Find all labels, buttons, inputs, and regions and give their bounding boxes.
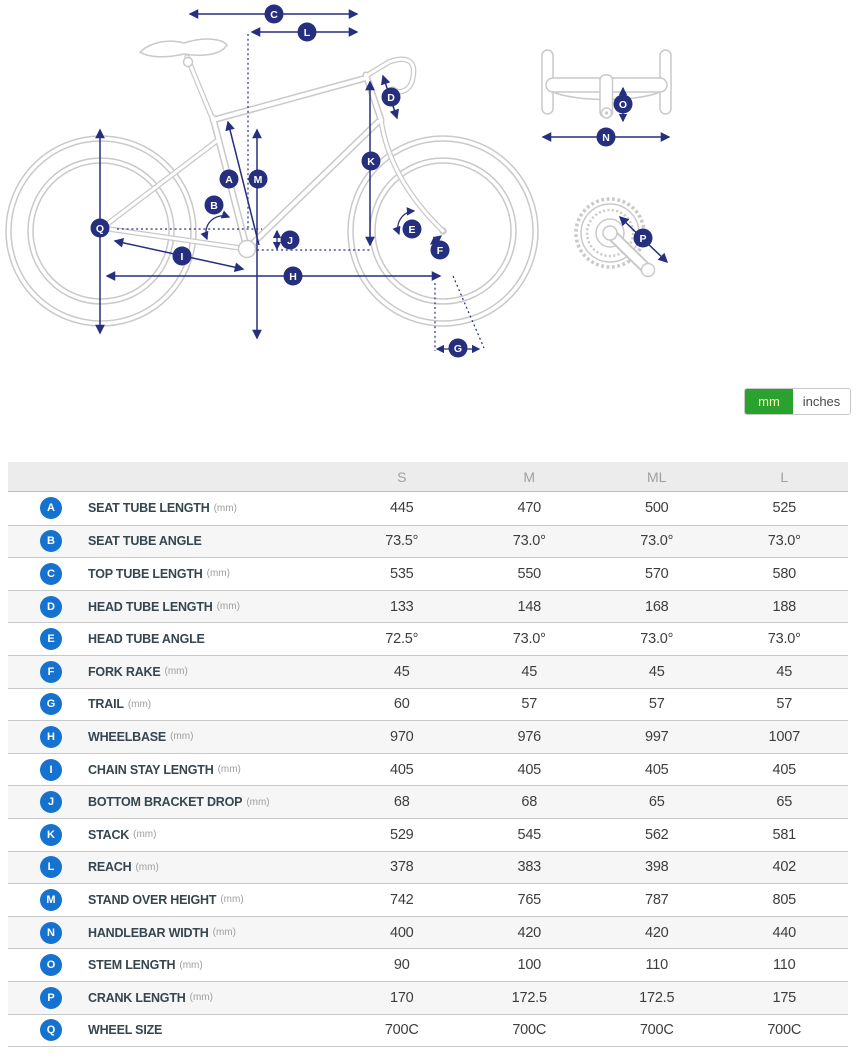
row-letter: D	[47, 600, 55, 613]
spec-value: 68	[393, 794, 410, 811]
svg-text:C: C	[270, 8, 278, 21]
spec-value: 65	[648, 794, 665, 811]
table-row	[8, 851, 848, 884]
table-row	[8, 948, 848, 981]
svg-text:F: F	[436, 244, 444, 257]
spec-label-cell	[8, 922, 338, 944]
row-label: HANDLEBAR WIDTH	[88, 925, 209, 940]
unit-toggle-inches[interactable]: inches	[793, 389, 850, 414]
spec-value: 110	[772, 957, 796, 974]
marker-g	[449, 339, 468, 358]
marker-l	[298, 23, 317, 42]
row-label: STEM LENGTH	[88, 958, 176, 973]
seat-clamp	[184, 58, 193, 67]
spec-label-cell	[8, 889, 338, 911]
svg-text:J: J	[287, 234, 293, 247]
row-letter: F	[47, 665, 55, 678]
row-letter-badge	[40, 497, 62, 519]
row-label: CHAIN STAY LENGTH	[88, 762, 214, 777]
spec-value: 700C	[639, 1022, 674, 1039]
spec-value: 445	[389, 500, 414, 517]
spec-value: 100	[517, 957, 542, 974]
marker-o	[614, 95, 633, 114]
spec-value: 60	[393, 696, 410, 713]
spec-value: 742	[389, 891, 414, 908]
row-unit: (mm)	[212, 927, 236, 939]
row-unit: (mm)	[135, 861, 159, 873]
row-label: STAND OVER HEIGHT	[88, 892, 217, 907]
spec-label-cell	[8, 856, 338, 878]
spec-label-cell	[8, 824, 338, 846]
row-letter: Q	[46, 1024, 56, 1037]
spec-label-cell	[8, 497, 338, 519]
row-unit: (mm)	[206, 568, 230, 580]
spec-value: 562	[644, 826, 669, 843]
spec-value: 170	[389, 989, 414, 1006]
marker-j	[281, 231, 300, 250]
row-letter: B	[47, 535, 55, 548]
row-label: TOP TUBE LENGTH	[88, 566, 203, 581]
spec-value: 383	[517, 859, 542, 876]
spec-value: 570	[644, 565, 669, 582]
bike-geometry-diagram	[0, 0, 856, 382]
row-letter: E	[47, 633, 55, 646]
row-letter: N	[47, 926, 55, 939]
unit-toggle-mm[interactable]: mm	[745, 389, 793, 414]
row-letter-badge	[40, 1019, 62, 1041]
row-letter: H	[47, 730, 55, 743]
marker-i	[173, 247, 192, 266]
spec-value: 405	[644, 761, 669, 778]
marker-a	[220, 170, 239, 189]
spec-label-cell	[8, 791, 338, 813]
spec-label-cell	[8, 1019, 338, 1041]
spec-value: 398	[644, 859, 669, 876]
row-label: HEAD TUBE LENGTH	[88, 599, 213, 614]
spec-label-cell	[8, 530, 338, 552]
row-letter-badge	[40, 922, 62, 944]
table-row	[8, 492, 848, 525]
spec-value: 550	[517, 565, 542, 582]
svg-text:P: P	[639, 232, 647, 245]
row-letter-badge	[40, 530, 62, 552]
svg-text:N: N	[602, 131, 610, 144]
row-letter-badge	[40, 856, 62, 878]
row-unit: (mm)	[220, 894, 244, 906]
handlebar-top-view	[542, 50, 671, 118]
spec-value: 57	[648, 696, 665, 713]
spec-value: 1007	[768, 728, 800, 745]
row-letter-badge	[40, 759, 62, 781]
table-row	[8, 525, 848, 558]
row-letter: L	[47, 861, 55, 874]
row-label: HEAD TUBE ANGLE	[88, 632, 205, 647]
spec-label-cell	[8, 661, 338, 683]
spec-value: 68	[521, 794, 538, 811]
svg-text:B: B	[210, 199, 218, 212]
row-label: CRANK LENGTH	[88, 990, 186, 1005]
row-label: STACK	[88, 827, 130, 842]
row-label: TRAIL	[88, 697, 124, 712]
svg-text:I: I	[180, 250, 184, 263]
spec-value: 581	[772, 826, 797, 843]
spec-value: 400	[389, 924, 414, 941]
marker-f	[431, 241, 450, 260]
row-letter-badge	[40, 954, 62, 976]
svg-text:Q: Q	[95, 222, 105, 235]
marker-m	[249, 170, 268, 189]
diagram-markers	[91, 5, 653, 358]
table-row	[8, 883, 848, 916]
spec-value: 175	[772, 989, 797, 1006]
spec-value: 805	[772, 891, 797, 908]
spec-value: 73.0°	[767, 631, 801, 648]
spec-value: 405	[389, 761, 414, 778]
spec-value: 73.0°	[640, 631, 674, 648]
row-letter-badge	[40, 824, 62, 846]
spec-value: 700C	[384, 1022, 419, 1039]
spec-value: 45	[393, 663, 410, 680]
row-unit: (mm)	[133, 829, 157, 841]
row-label: REACH	[88, 860, 132, 875]
spec-value: 440	[772, 924, 797, 941]
spec-label-cell	[8, 987, 338, 1009]
row-unit: (mm)	[246, 796, 270, 808]
row-letter: A	[47, 502, 55, 515]
spec-value: 188	[772, 598, 797, 615]
svg-text:H: H	[289, 270, 297, 283]
marker-n	[597, 128, 616, 147]
marker-k	[362, 152, 381, 171]
spec-value: 110	[645, 957, 669, 974]
spec-value: 535	[389, 565, 414, 582]
row-label: BOTTOM BRACKET DROP	[88, 795, 243, 810]
row-letter-badge	[40, 563, 62, 585]
spec-value: 168	[644, 598, 669, 615]
row-label: WHEEL SIZE	[88, 1023, 163, 1038]
marker-e	[403, 220, 422, 239]
saddle	[140, 39, 227, 57]
table-row	[8, 1014, 848, 1047]
spec-value: 405	[772, 761, 797, 778]
spec-value: 45	[648, 663, 665, 680]
spec-value: 529	[389, 826, 414, 843]
table-row	[8, 981, 848, 1014]
spec-value: 73.0°	[640, 533, 674, 550]
spec-value: 57	[521, 696, 538, 713]
row-label: WHEELBASE	[88, 729, 167, 744]
spec-value: 765	[517, 891, 542, 908]
table-row	[8, 590, 848, 623]
spec-value: 378	[389, 859, 414, 876]
marker-p	[634, 229, 653, 248]
row-unit: (mm)	[213, 502, 237, 514]
row-unit: (mm)	[189, 992, 213, 1004]
spec-value: 787	[644, 891, 669, 908]
spec-value: 976	[517, 728, 542, 745]
row-letter: O	[46, 959, 56, 972]
row-unit: (mm)	[217, 764, 241, 776]
spec-value: 525	[772, 500, 797, 517]
spec-label-cell	[8, 628, 338, 650]
row-letter-badge	[40, 726, 62, 748]
row-unit: (mm)	[164, 666, 188, 678]
spec-value: 700C	[512, 1022, 547, 1039]
spec-value: 420	[517, 924, 542, 941]
spec-label-cell	[8, 954, 338, 976]
spec-value: 148	[517, 598, 542, 615]
spec-value: 90	[393, 957, 410, 974]
table-row	[8, 785, 848, 818]
spec-value: 172.5	[639, 989, 675, 1006]
bike-side-view	[6, 39, 538, 326]
spec-value: 997	[644, 728, 669, 745]
row-unit: (mm)	[127, 698, 152, 710]
table-row	[8, 557, 848, 590]
row-letter-badge	[40, 661, 62, 683]
spec-value: 500	[644, 500, 669, 517]
row-letter: K	[47, 828, 55, 841]
row-letter: M	[46, 893, 56, 906]
row-letter-badge	[40, 628, 62, 650]
svg-text:E: E	[408, 223, 416, 236]
row-letter: G	[46, 698, 56, 711]
spec-value: 470	[517, 500, 542, 517]
row-letter-badge	[40, 987, 62, 1009]
spec-label-cell	[8, 726, 338, 748]
spec-value: 45	[776, 663, 793, 680]
spec-value: 73.0°	[512, 533, 546, 550]
marker-d	[382, 88, 401, 107]
table-row	[8, 818, 848, 851]
spec-label-cell	[8, 563, 338, 585]
spec-label-cell	[8, 596, 338, 618]
spec-value: 405	[517, 761, 542, 778]
svg-text:K: K	[367, 155, 375, 168]
row-unit: (mm)	[170, 731, 194, 743]
spec-value: 73.0°	[767, 533, 801, 550]
bottom-bracket	[239, 241, 256, 258]
table-row	[8, 688, 848, 721]
spec-value: 45	[521, 663, 538, 680]
row-unit: (mm)	[179, 959, 203, 971]
table-row	[8, 655, 848, 688]
table-body	[8, 492, 848, 1046]
table-row	[8, 622, 848, 655]
row-label: SEAT TUBE ANGLE	[88, 534, 202, 549]
svg-text:D: D	[387, 91, 395, 104]
spec-value: 545	[517, 826, 542, 843]
row-label: SEAT TUBE LENGTH	[88, 501, 210, 516]
svg-text:G: G	[453, 342, 463, 355]
marker-h	[284, 267, 303, 286]
spec-value: 57	[776, 696, 793, 713]
table-header-row	[8, 462, 848, 492]
row-letter-badge	[40, 693, 62, 715]
spec-value: 402	[772, 859, 797, 876]
column-header-m: M	[523, 468, 536, 485]
row-letter: C	[47, 567, 55, 580]
row-letter: P	[47, 991, 55, 1004]
table-row	[8, 753, 848, 786]
unit-toggle	[744, 388, 851, 415]
column-header-ml: ML	[647, 468, 667, 485]
table-row	[8, 720, 848, 753]
svg-text:A: A	[225, 173, 233, 186]
marker-q	[91, 219, 110, 238]
spec-value: 133	[389, 598, 414, 615]
row-letter: J	[47, 796, 55, 809]
row-letter-badge	[40, 596, 62, 618]
marker-c	[265, 5, 284, 24]
spec-value: 580	[772, 565, 797, 582]
spec-value: 420	[644, 924, 669, 941]
svg-text:O: O	[618, 98, 628, 111]
spec-value: 700C	[767, 1022, 802, 1039]
geometry-table	[8, 462, 848, 1047]
svg-text:M: M	[253, 173, 263, 186]
spec-label-cell	[8, 693, 338, 715]
column-header-s: S	[397, 468, 407, 485]
marker-b	[205, 196, 224, 215]
frame	[102, 39, 443, 257]
spec-value: 65	[776, 794, 793, 811]
column-header-l: L	[780, 468, 789, 485]
spec-value: 72.5°	[385, 631, 419, 648]
spec-value: 73.0°	[512, 631, 546, 648]
svg-text:L: L	[303, 26, 311, 39]
spec-value: 970	[389, 728, 414, 745]
row-unit: (mm)	[216, 601, 240, 613]
table-row	[8, 916, 848, 949]
row-letter-badge	[40, 791, 62, 813]
row-letter-badge	[40, 889, 62, 911]
row-letter: I	[49, 763, 53, 776]
spec-value: 172.5	[511, 989, 547, 1006]
spec-value: 73.5°	[385, 533, 419, 550]
row-label: FORK RAKE	[88, 664, 161, 679]
spec-label-cell	[8, 759, 338, 781]
